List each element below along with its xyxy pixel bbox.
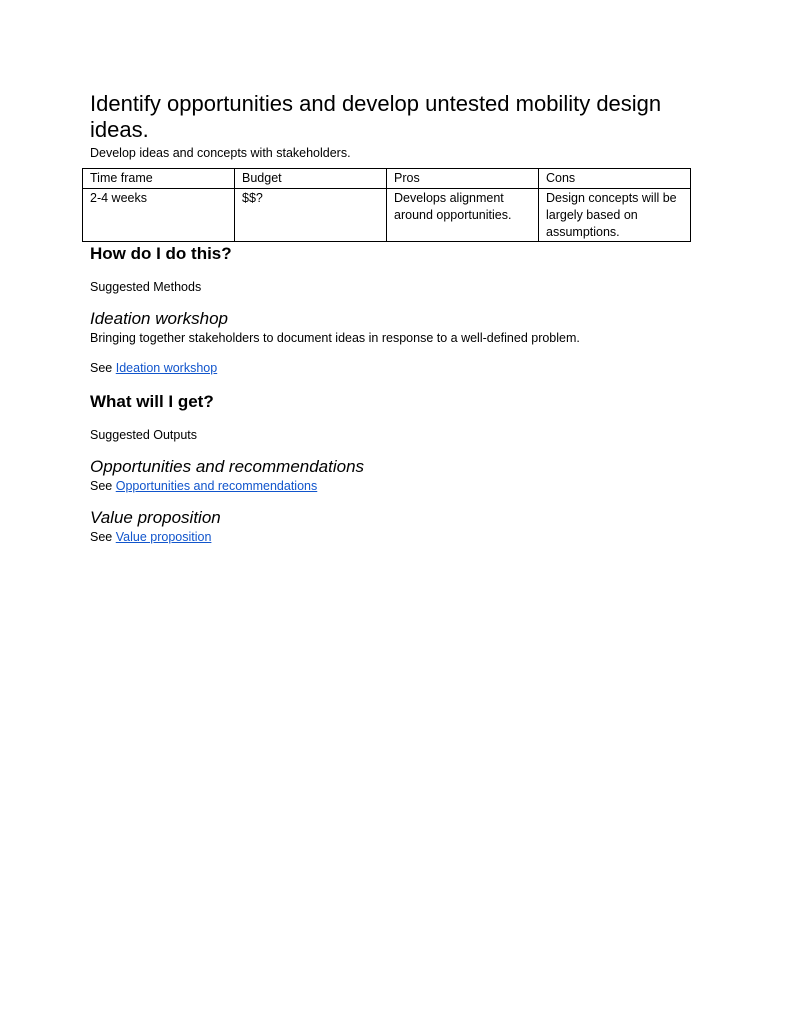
see-text: See <box>90 361 113 375</box>
table-header-cell: Pros <box>387 169 539 189</box>
output-see-line <box>90 529 710 545</box>
how-heading: How do I do this? <box>90 244 232 263</box>
value-proposition-link[interactable]: Value proposition <box>115 530 212 544</box>
table-header-cell: Budget <box>235 169 387 189</box>
table-cell: 2-4 weeks <box>83 189 235 242</box>
table-cell: Design concepts will be largely based on assumptions. <box>539 189 691 242</box>
page-subtitle: Develop ideas and concepts with stakeholders. <box>90 146 351 160</box>
output-see-line <box>90 478 710 494</box>
output-title: Value proposition <box>90 508 221 527</box>
what-heading: What will I get? <box>90 392 214 411</box>
see-text: See <box>90 479 113 493</box>
see-text: See <box>90 530 113 544</box>
table-cell: $$? <box>235 189 387 242</box>
method-title: Ideation workshop <box>90 309 228 328</box>
summary-table <box>82 168 691 242</box>
table-cell: Develops alignment around opportunities. <box>387 189 539 242</box>
page-title: Identify opportunities and develop untested mobility design ideas. <box>90 91 662 142</box>
ideation-workshop-link[interactable]: Ideation workshop <box>115 361 218 375</box>
method-see-line <box>90 360 710 376</box>
document-page <box>90 91 710 545</box>
table-header-cell: Cons <box>539 169 691 189</box>
table-header-cell: Time frame <box>83 169 235 189</box>
table-row <box>83 189 691 242</box>
method-description: Bringing together stakeholders to document ideas in response to a well-defined problem. <box>90 331 580 345</box>
output-title: Opportunities and recommendations <box>90 457 365 476</box>
table-header-row <box>83 169 691 189</box>
outputs-label: Suggested Outputs <box>90 428 198 442</box>
methods-label: Suggested Methods <box>90 280 202 294</box>
opportunities-link[interactable]: Opportunities and recommendations <box>115 479 318 493</box>
